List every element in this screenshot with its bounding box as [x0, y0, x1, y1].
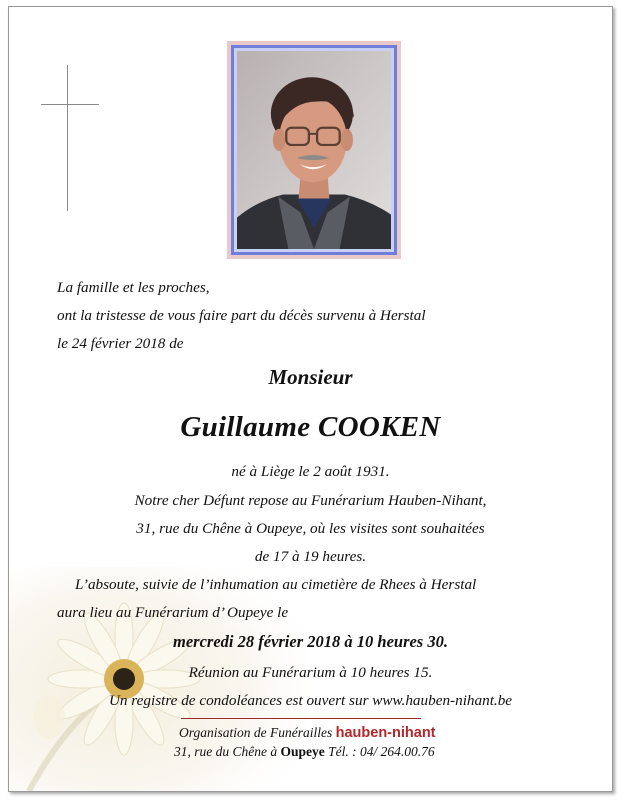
portrait-border [231, 45, 397, 255]
footer-organisation [179, 725, 436, 741]
deceased-title: Monsieur [268, 365, 353, 389]
meeting-line: Réunion au Funérarium à 10 heures 15. [188, 664, 433, 681]
deceased-name: Guillaume COOKEN [180, 411, 441, 443]
footer-addr-tel: Tél. : 04/ 264.00.76 [328, 744, 435, 759]
portrait-illustration [237, 51, 391, 249]
footer-divider [181, 718, 421, 719]
intro-line-1: La famille et les proches, [57, 279, 210, 296]
footer-addr-city: Oupeye [280, 744, 325, 759]
born-line: né à Liège le 2 août 1931. [231, 463, 390, 480]
funeral-date: mercredi 28 février 2018 à 10 heures 30. [173, 632, 448, 651]
brand-logo-text: hauben-nihant [335, 725, 436, 741]
rest-line-3: de 17 à 19 heures. [254, 548, 367, 565]
absoute-line-2: aura lieu au Funérarium d’ Oupeye le [57, 604, 289, 621]
footer-addr-prefix: 31, rue du Chêne à [174, 744, 278, 759]
rest-line-1: Notre cher Défunt repose au Funérarium Hauben-Nihant, [134, 492, 487, 509]
portrait-frame [227, 41, 401, 259]
absoute-line-1: L’absoute, suivie de l’inhumation au cimetière de Rhees à Herstal [75, 576, 477, 593]
rest-line-2: 31, rue du Chêne à Oupeye, où les visites sont souhaitées [136, 520, 485, 537]
cross-icon [67, 65, 68, 211]
footer-org-prefix: Organisation de Funérailles [179, 725, 333, 740]
cross-icon-bar [41, 104, 99, 105]
portrait-photo [237, 51, 391, 249]
footer-address [174, 744, 435, 760]
death-notice-card [8, 6, 613, 792]
intro-line-2: ont la tristesse de vous faire part du décès survenu à Herstal [57, 307, 426, 324]
register-line: Un registre de condoléances est ouvert sur www.hauben-nihant.be [108, 692, 513, 709]
intro-line-3: le 24 février 2018 de [57, 335, 184, 352]
